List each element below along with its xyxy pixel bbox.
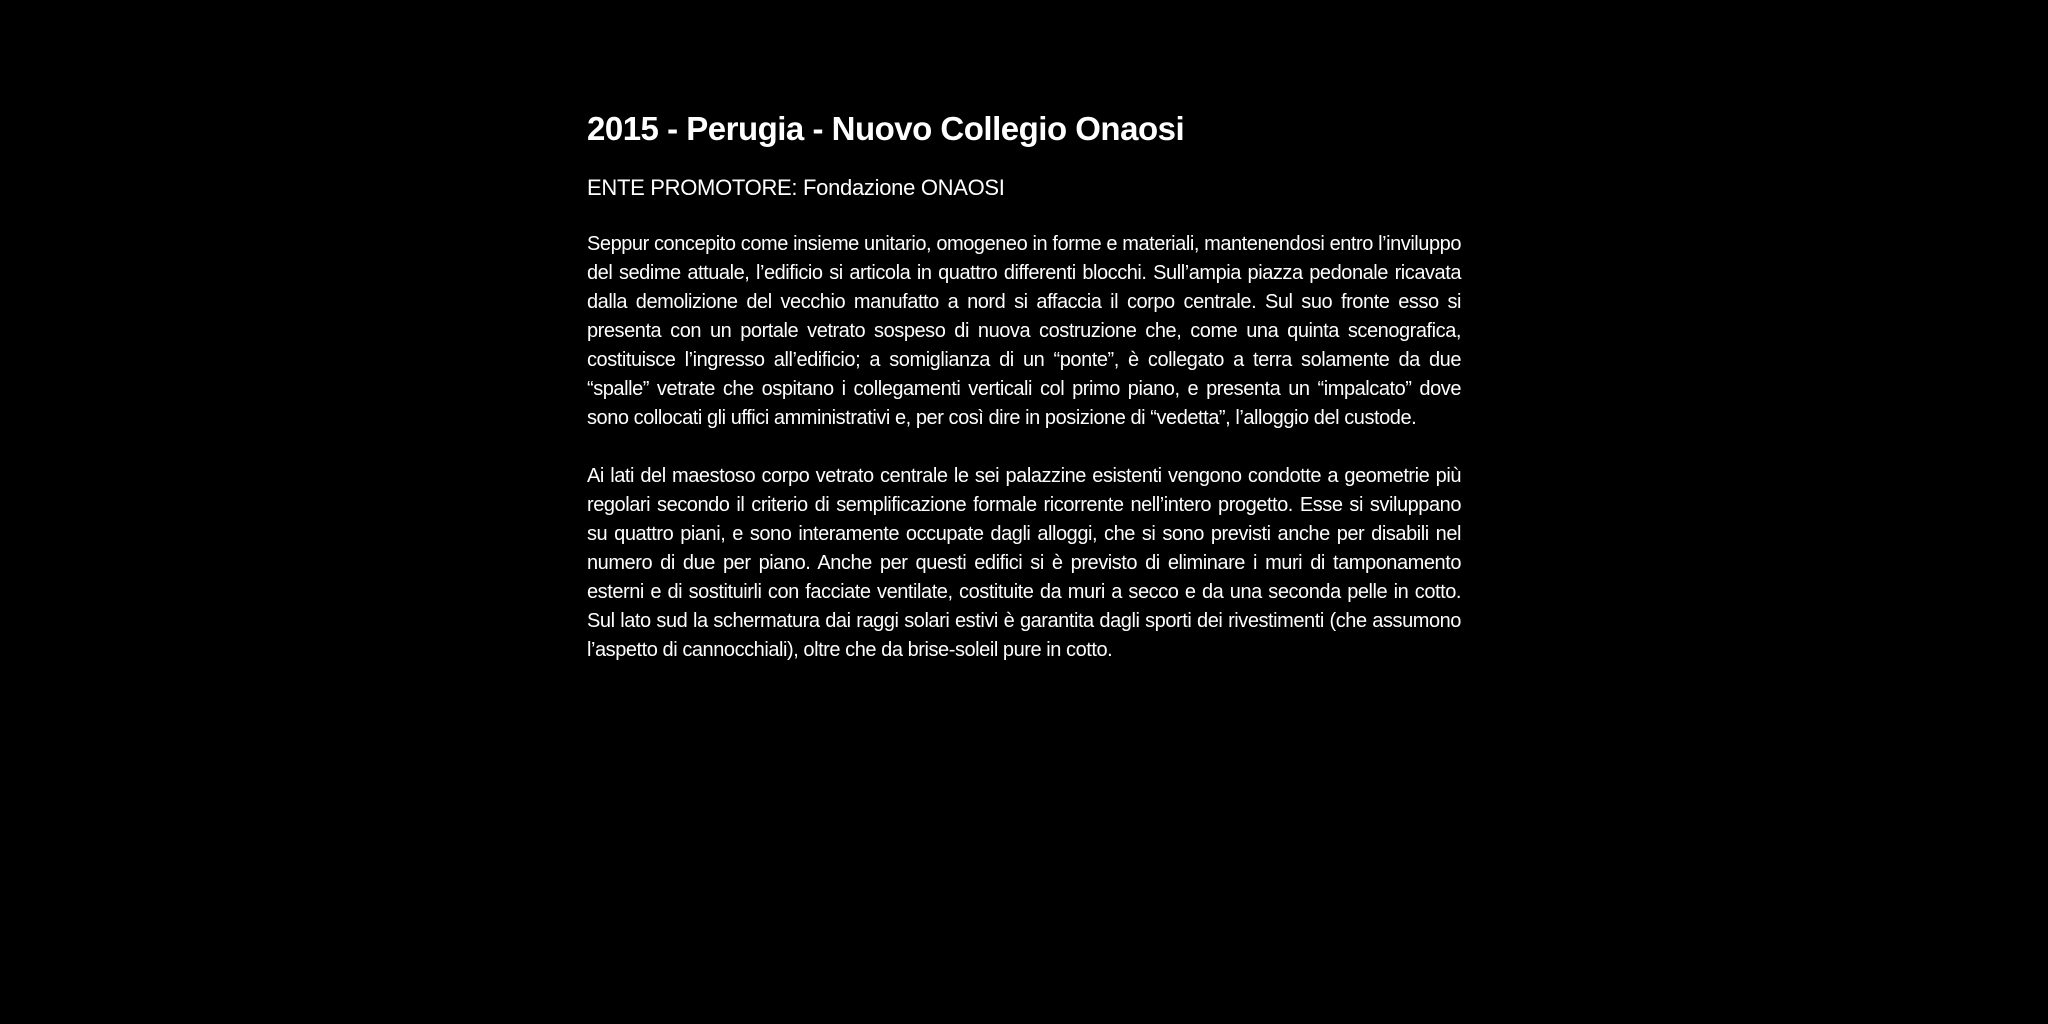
promoter-line: ENTE PROMOTORE: Fondazione ONAOSI — [587, 175, 1005, 200]
article — [587, 104, 1461, 665]
page-title: 2015 - Perugia - Nuovo Collegio Onaosi — [587, 110, 1185, 147]
paragraph-description-1: Seppur concepito come insieme unitario, omogeneo in forme e materiali, mantenendosi entro l’inviluppo del sedime attuale, l’edificio si articola in quattro differenti blocchi. Sull’ampia piazza pedonale ricavata dalla demolizione del vecchio manufatto a nord si affaccia il corpo centrale. Sul suo fronte esso si presenta con un portale vetrato sospeso di nuova costruzione che, come una quinta scenografica, costituisce l’ingresso all’edificio; a somiglianza di un “ponte”, è collegato a terra solamente da due “spalle” vetrate che ospitano i collegamenti verticali col primo piano, e presenta un “impalcato” dove sono collocati gli uffici amministrativi e, per così dire in posizione di “vedetta”, l’alloggio del custode. — [587, 233, 1461, 429]
paragraph-description-2: Ai lati del maestoso corpo vetrato centrale le sei palazzine esistenti vengono condotte a geometrie più regolari secondo il criterio di semplificazione formale ricorrente nell’intero progetto. Esse si sviluppano su quattro piani, e sono interamente occupate dagli alloggi, che si sono previsti anche per disabili nel numero di due per piano. Anche per questi edifici si è previsto di eliminare i muri di tamponamento esterni e di sostituirli con facciate ventilate, costituite da muri a secco e da una seconda pelle in cotto. Sul lato sud la schermatura dai raggi solari estivi è garantita dagli sporti dei rivestimenti (che assumono l’aspetto di cannocchiali), oltre che da brise-soleil pure in cotto. — [587, 465, 1461, 661]
